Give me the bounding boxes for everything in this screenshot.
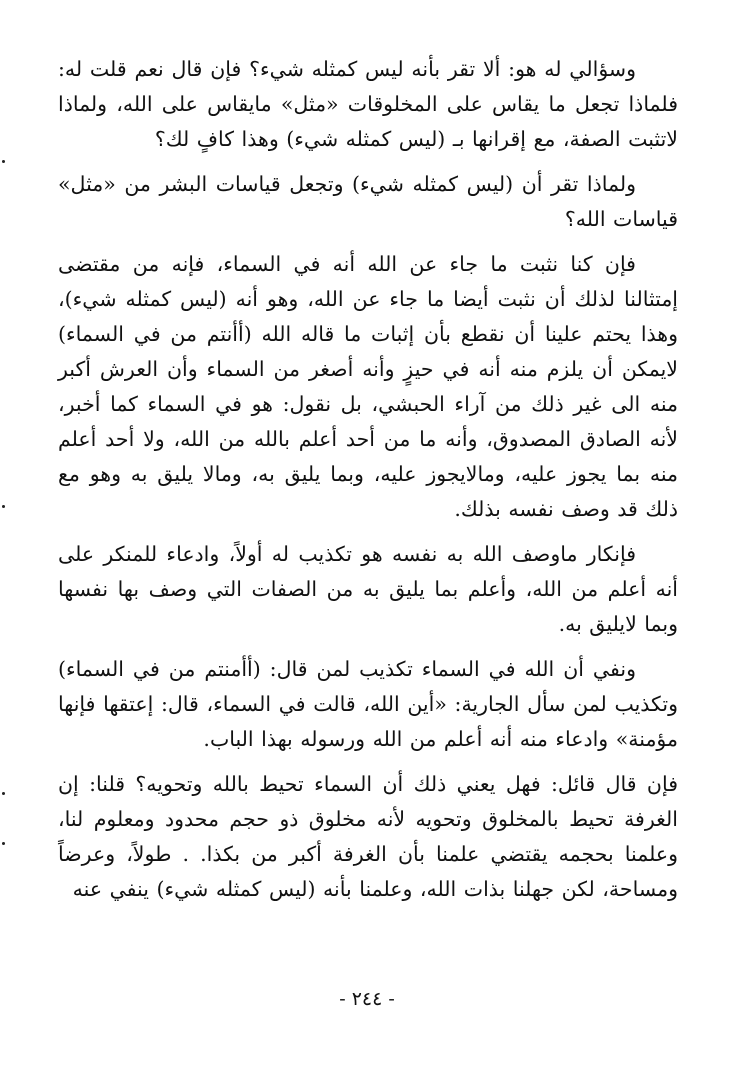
margin-speck — [2, 505, 5, 508]
paragraph-4: فإنكار ماوصف الله به نفسه هو تكذيب له أولاً، وادعاء للمنكر على أنه أعلم من الله، وأعلم بما يليق به من الصفات التي وصف بها نفسها وبما لايليق به. — [58, 542, 678, 636]
paragraph-1: وسؤالي له هو: ألا تقر بأنه ليس كمثله شيء؟ فإن قال نعم قلت له: فلماذا تجعل ما يقاس على المخلوقات «مثل» مايقاس على الله، ولماذا لاتثبت الصفة، مع إقرانها بـ (ليس كمثله شيء) وهذا كافٍ لك؟ — [58, 57, 678, 151]
paragraph-2: ولماذا تقر أن (ليس كمثله شيء) وتجعل قياسات البشر من «مثل» قياسات الله؟ — [58, 172, 678, 231]
page-body — [58, 52, 678, 907]
paragraph-5: ونفي أن الله في السماء تكذيب لمن قال: (أأمنتم من في السماء) وتكذيب لمن سأل الجارية: «أين الله، قالت في السماء، قال: إعتقها فإنها مؤمنة» وادعاء منه أنه أعلم من الله ورسوله بهذا الباب. — [58, 657, 678, 751]
paragraph-3: فإن كنا نثبت ما جاء عن الله أنه في السماء، فإنه من مقتضى إمتثالنا لذلك أن نثبت أيضا ما جاء عن الله، وهو أنه (ليس كمثله شيء)، وهذا يحتم علينا أن نقطع بأن إثبات ما قاله الله (أأنتم من في السماء) لايمكن أن يلزم منه أنه في حيزٍ وأنه أصغر من السماء وأن العرش أكبر منه الى غير ذلك من آراء الحبشي، بل نقول: هو في السماء كما أخبر، لأنه الصادق المصدوق، وأنه ما من أحد أعلم بالله من الله، ولا أحد أعلم منه بما يجوز عليه، ومالايجوز عليه، وبما يليق به، ومالا يليق به وهو مع ذلك قد وصف نفسه بذلك. — [58, 252, 678, 521]
page-number: - ٢٤٤ - — [339, 988, 395, 1010]
paragraph-6: فإن قال قائل: فهل يعني ذلك أن السماء تحيط بالله وتحويه؟ قلنا: إن الغرفة تحيط بالمخلوق وتحويه لأنه مخلوق ذو حجم محدود ومعلوم لنا، وعلمنا بحجمه يقتضي علمنا بأن الغرفة أكبر من بكذا. . طولاً، وعرضاً ومساحة، لكن جهلنا بذات الله، وعلمنا بأنه (ليس كمثله شيء) ينفي عنه — [58, 772, 678, 901]
margin-speck — [2, 842, 5, 845]
margin-speck — [2, 792, 5, 795]
margin-speck — [2, 160, 5, 163]
